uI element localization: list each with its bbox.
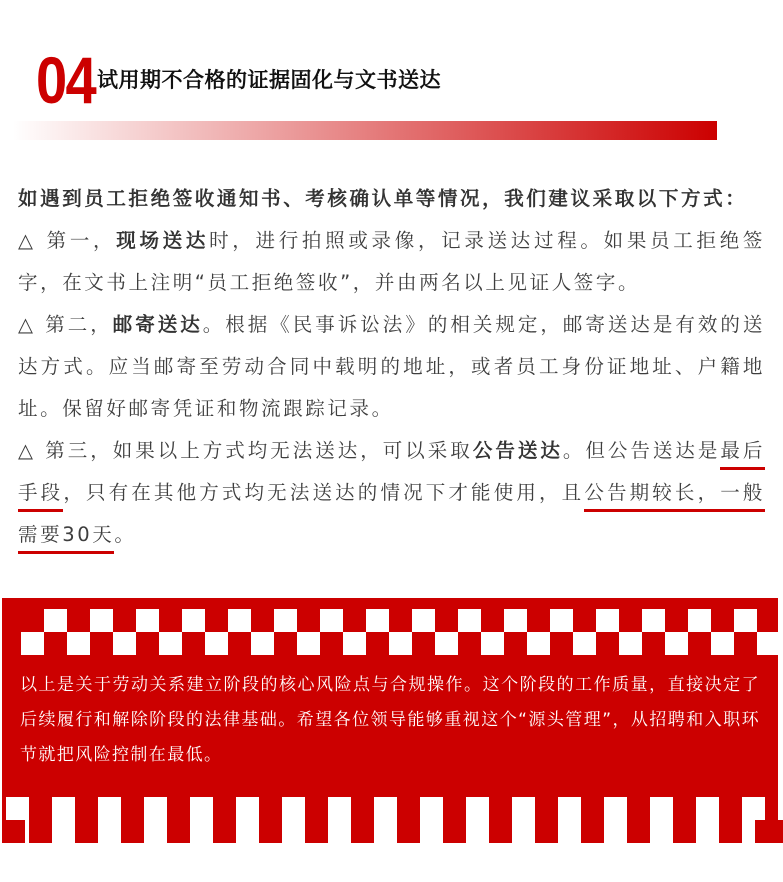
checker-square <box>159 632 182 655</box>
checker-square <box>29 820 52 843</box>
item-1-keyword: 现场送达 <box>116 229 210 252</box>
checker-square <box>236 797 259 820</box>
checker-square <box>435 632 458 655</box>
checker-square <box>527 632 550 655</box>
checker-square <box>389 632 412 655</box>
checker-square <box>274 609 297 632</box>
checker-square <box>75 820 98 843</box>
checker-square <box>755 820 778 843</box>
checker-square <box>2 820 25 843</box>
checker-square <box>144 797 167 820</box>
checker-square <box>673 820 696 843</box>
checker-square <box>512 797 535 820</box>
checker-square <box>458 609 481 632</box>
checker-square <box>167 820 190 843</box>
checker-square <box>711 632 734 655</box>
checker-square <box>259 820 282 843</box>
checker-square <box>113 632 136 655</box>
checker-square <box>734 609 757 632</box>
checker-square <box>719 820 742 843</box>
checker-square <box>136 609 159 632</box>
checker-square <box>650 797 673 820</box>
item-1-prefix: △ 第一， <box>18 229 117 252</box>
item-1-text: 时，进行拍照或录像，记录送达过程。如果员工拒绝签字，在文书上注明“员工拒绝签收”，并由两名以上见证人签字。 <box>18 229 765 294</box>
checker-square <box>665 632 688 655</box>
item-2-keyword: 邮寄送达 <box>112 313 203 336</box>
checker-square <box>182 609 205 632</box>
item-3-prefix: △ 第三，如果以上方式均无法送达，可以采取 <box>18 439 473 462</box>
checker-square <box>489 820 512 843</box>
checker-square <box>742 797 765 820</box>
checker-square <box>21 632 44 655</box>
checker-white-strip <box>2 820 778 843</box>
checker-square <box>282 797 305 820</box>
item-1 <box>18 220 765 304</box>
checker-square <box>6 797 29 820</box>
checker-square <box>98 797 121 820</box>
checker-square <box>550 609 573 632</box>
checker-square <box>297 632 320 655</box>
checker-square <box>619 632 642 655</box>
checker-square <box>596 609 619 632</box>
checker-square <box>481 632 504 655</box>
checker-square <box>757 632 780 655</box>
checker-square <box>343 632 366 655</box>
checker-square <box>535 820 558 843</box>
checker-square <box>320 609 343 632</box>
checker-square <box>251 632 274 655</box>
checker-border-top <box>2 609 778 655</box>
section-number: 04 <box>36 43 96 117</box>
checker-square <box>420 797 443 820</box>
checker-border-bottom <box>2 797 778 843</box>
underlined-text-notice-period: 公告期较长，一般需要30天 <box>18 481 765 554</box>
checker-square <box>581 820 604 843</box>
checker-square <box>642 609 665 632</box>
checker-square <box>205 632 228 655</box>
item-3-keyword: 公告送达 <box>472 439 563 462</box>
summary-text-wrap <box>20 668 760 773</box>
checker-square <box>573 632 596 655</box>
summary-text: 以上是关于劳动关系建立阶段的核心风险点与合规操作。这个阶段的工作质量，直接决定了后续履行和解除阶段的法律基础。希望各位领导能够重视这个“源头管理”，从招聘和入职环节就把风险控制在最低。 <box>20 675 760 765</box>
section-title: 试用期不合格的证据固化与文书送达 <box>97 68 441 92</box>
checker-square <box>466 797 489 820</box>
item-3-end: 。 <box>114 523 137 546</box>
item-2-text: 。根据《民事诉讼法》的相关规定，邮寄送达是有效的送达方式。应当邮寄至劳动合同中载明的地址，或者员工身份证地址、户籍地址。保留好邮寄凭证和物流跟踪记录。 <box>18 313 765 420</box>
checker-square <box>67 632 90 655</box>
checker-square <box>190 797 213 820</box>
underlined-text-last-resort: 最后手段 <box>18 439 765 512</box>
checker-square <box>351 820 374 843</box>
checker-square <box>504 609 527 632</box>
checker-square <box>121 820 144 843</box>
checker-square <box>412 609 435 632</box>
gradient-divider <box>12 121 717 140</box>
checker-square <box>366 609 389 632</box>
checker-square <box>688 609 711 632</box>
checker-square <box>213 820 236 843</box>
checker-square <box>52 797 75 820</box>
intro-paragraph <box>18 178 765 220</box>
checker-square <box>374 797 397 820</box>
checker-square <box>443 820 466 843</box>
summary-panel <box>2 598 778 843</box>
checker-square <box>90 609 113 632</box>
checker-square <box>44 609 67 632</box>
article-body <box>18 178 765 556</box>
item-3-text-b: ，只有在其他方式均无法送达的情况下才能使用，且 <box>63 481 585 504</box>
checker-square <box>604 797 627 820</box>
item-3-text-a: 。但公告送达是 <box>562 439 721 462</box>
checker-square <box>328 797 351 820</box>
checker-square <box>627 820 650 843</box>
intro-text: 如遇到员工拒绝签收通知书、考核确认单等情况，我们建议采取以下方式： <box>18 187 748 210</box>
checker-square <box>305 820 328 843</box>
item-3 <box>18 430 765 556</box>
item-2 <box>18 304 765 430</box>
checker-square <box>558 797 581 820</box>
item-2-prefix: △ 第二， <box>18 313 113 336</box>
checker-square <box>696 797 719 820</box>
checker-square <box>228 609 251 632</box>
checker-square <box>397 820 420 843</box>
